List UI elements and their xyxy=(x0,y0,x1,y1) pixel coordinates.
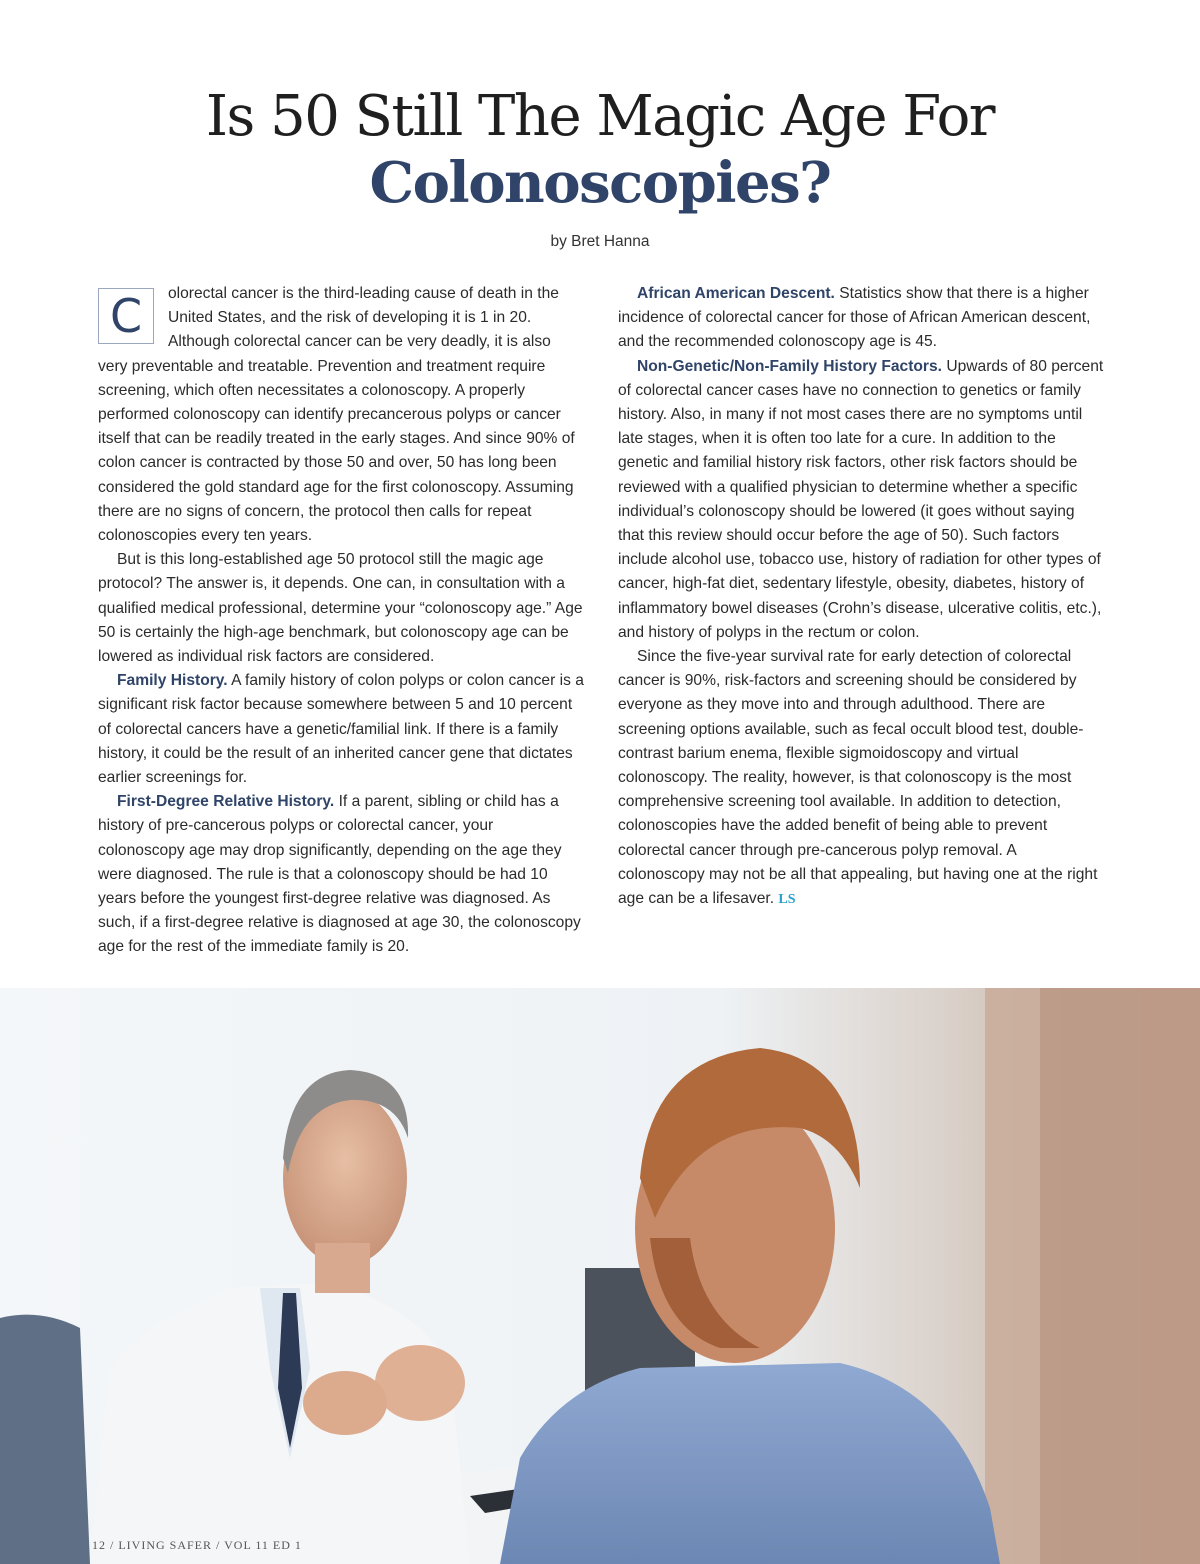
byline: by Bret Hanna xyxy=(550,233,650,250)
right-column xyxy=(618,282,1104,912)
photo-illustration xyxy=(0,988,1200,1564)
magic-age-paragraph: But is this long-established age 50 protocol still the magic age protocol? The answer is, it depends. One can, in consultation with a qualified medical professional, determine your “colonoscopy age.” Age 50 is certainly the high-age benchmark, but colonoscopy age can be lowered as individual risk factors are considered. xyxy=(98,551,583,666)
intro-text: olorectal cancer is the third-leading cause of death in the United States, and the risk of developing it is 1 in 20. Although colorectal cancer can be very deadly, it is also very preventable and treatable. Prevention and treatment require screening, which often necessitates a colonoscopy. A properly performed colonoscopy can identify precancerous polyps or cancer itself that can be readily treated in the early stages. And since 90% of colon cancer is contracted by those 50 and over, 50 has long been considered the gold standard age for the first colonoscopy. Assuming there are no signs of concern, the protocol then calls for repeat colonoscopies every ten years. xyxy=(98,285,575,545)
non-genetic-paragraph xyxy=(618,355,1104,645)
closing-paragraph xyxy=(618,645,1104,912)
african-american-text: Statistics show that there is a higher incidence of colorectal cancer for those of African American descent, and the recommended colonoscopy age is 45. xyxy=(618,285,1091,351)
african-american-heading: African American Descent. xyxy=(637,285,835,302)
closing-text: Since the five-year survival rate for early detection of colorectal cancer is 90%, risk-factors and screening should be considered by everyone as they move into and through adulthood. There are screening options available, such as fecal occult blood test, double-contrast barium enema, flexible sigmoidoscopy and virtual colonoscopy. The reality, however, is that colonoscopy is the most comprehensive screening tool available. In addition to detection, colonoscopies have the added benefit of being able to prevent colorectal cancer through pre-cancerous polyp removal. A colonoscopy may not be all that appealing, but having one at the right age can be a lifesaver. xyxy=(618,648,1098,908)
first-degree-text: If a parent, sibling or child has a history of pre-cancerous polyps or colorectal cancer, your colonoscopy age may drop significantly, depending on the age they were diagnosed. The rule is that a colonoscopy should be had 10 years before the youngest first-degree relative was diagnosed. As such, if a first-degree relative is diagnosed at age 30, the colonoscopy age for the rest of the immediate family is 20. xyxy=(98,793,581,956)
non-genetic-heading: Non-Genetic/Non-Family History Factors. xyxy=(637,357,942,375)
first-degree-paragraph xyxy=(98,790,584,959)
intro-paragraph xyxy=(98,282,584,548)
first-degree-heading: First-Degree Relative History. xyxy=(117,793,335,811)
doctor-patient-photo xyxy=(0,988,1200,1564)
african-american-paragraph xyxy=(618,282,1104,355)
end-mark-logo: LS xyxy=(778,892,796,908)
article-title-line1: Is 50 Still The Magic Age For xyxy=(205,84,995,149)
article-title xyxy=(0,84,1200,216)
non-genetic-text: Upwards of 80 percent of colorectal cancer cases have no connection to genetics or family history. Also, in many if not most cases there are no symptoms until late stages, when it is often too late for a cure. In addition to the genetic and familial history risk factors, other risk factors should be reviewed with a qualified physician to determine whether a specific individual’s colonoscopy should be lowered (it goes without saying that this review should occur before the age of 50). Such factors include alcohol use, tobacco use, history of radiation for other types of cancer, high-fat diet, sedentary lifestyle, obesity, diabetes, history of inflammatory bowel diseases (Crohn’s disease, ulcerative colitis, etc.), and history of polyps in the rectum or colon. xyxy=(618,357,1104,641)
drop-cap: C xyxy=(98,288,154,344)
family-history-text: A family history of colon polyps or colon cancer is a significant risk factor because somewhere between 5 and 10 percent of colorectal cancers have a genetic/familial link. If there is a family history, it could be the result of an inherited cancer gene that dictates earlier screenings for. xyxy=(98,672,584,787)
family-history-paragraph xyxy=(98,669,584,790)
left-column xyxy=(98,282,584,960)
article-title-line2: Colonoscopies? xyxy=(369,150,831,216)
page-footer: 12 / LIVING SAFER / VOL 11 ED 1 xyxy=(92,1538,302,1552)
family-history-heading: Family History. xyxy=(117,672,228,690)
